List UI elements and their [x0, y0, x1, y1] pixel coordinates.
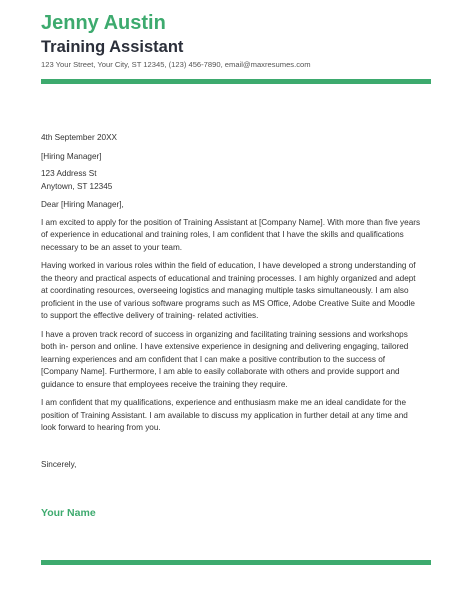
paragraph-1: [41, 217, 433, 255]
paragraph-3: [41, 329, 433, 392]
paragraph-line: position of Training Assistant. I am available to discuss my application in further detail at any time and: [41, 410, 408, 420]
paragraph-4: [41, 397, 433, 435]
paragraph-2: [41, 260, 433, 323]
closing: Sincerely,: [41, 460, 77, 469]
paragraph-line: at coordinating resources, overseeing logistics and managing multiple tasks simultaneously. I am also: [41, 286, 409, 295]
paragraph-line: learning experiences and am confident that I can make a positive contribution to the success of: [41, 354, 386, 364]
paragraph-line: guidance to ensure that employees receive the training they require.: [41, 379, 288, 389]
paragraph-line: the theory and practical aspects of educational and training processes. I am highly organized and adept: [41, 273, 416, 283]
paragraph-line: both in- person and online. I have extensive experience in designing and delivering engaging, tailored: [41, 342, 409, 351]
paragraph-line: I have a proven track record of success in organizing and facilitating training sessions and workshops: [41, 329, 408, 339]
paragraph-line: to support the effective delivery of training- related activities.: [41, 311, 259, 320]
recipient-name: [Hiring Manager]: [41, 151, 102, 161]
paragraph-line: look forward to hearing from you.: [41, 423, 161, 432]
header-divider: [41, 79, 431, 84]
paragraph-line: I am excited to apply for the position of Training Assistant at [Company Name]. With more than five years: [41, 217, 421, 227]
job-title: Training Assistant: [41, 38, 184, 56]
footer-divider: [41, 560, 431, 565]
recipient-city: Anytown, ST 12345: [41, 181, 113, 191]
recipient-street: 123 Address St: [41, 169, 97, 178]
paragraph-line: of experience in educational and training roles, I am confident that I have the skills and qualifications: [41, 230, 404, 239]
paragraph-line: Having worked in various roles within the field of education, I have developed a strong understanding of: [41, 261, 416, 270]
signature-name: Your Name: [41, 507, 96, 519]
paragraph-line: [Company Name]. Furthermore, I am able to easily collaborate with others and provide support and: [41, 367, 400, 376]
paragraph-line: I am confident that my qualifications, experience and enthusiasm make me an ideal candidate for the: [41, 398, 407, 407]
salutation: Dear [Hiring Manager],: [41, 200, 124, 209]
applicant-name: Jenny Austin: [41, 12, 166, 34]
contact-line: 123 Your Street, Your City, ST 12345, (123) 456-7890, email@maxresumes.com: [41, 60, 311, 69]
letter-date: 4th September 20XX: [41, 133, 118, 142]
paragraph-line: proficient in the use of various software programs such as MS Office, Adobe Creative Suite and Moodle: [41, 298, 415, 308]
paragraph-line: necessary to be an asset to your team.: [41, 242, 183, 252]
letter-body: [41, 132, 433, 435]
